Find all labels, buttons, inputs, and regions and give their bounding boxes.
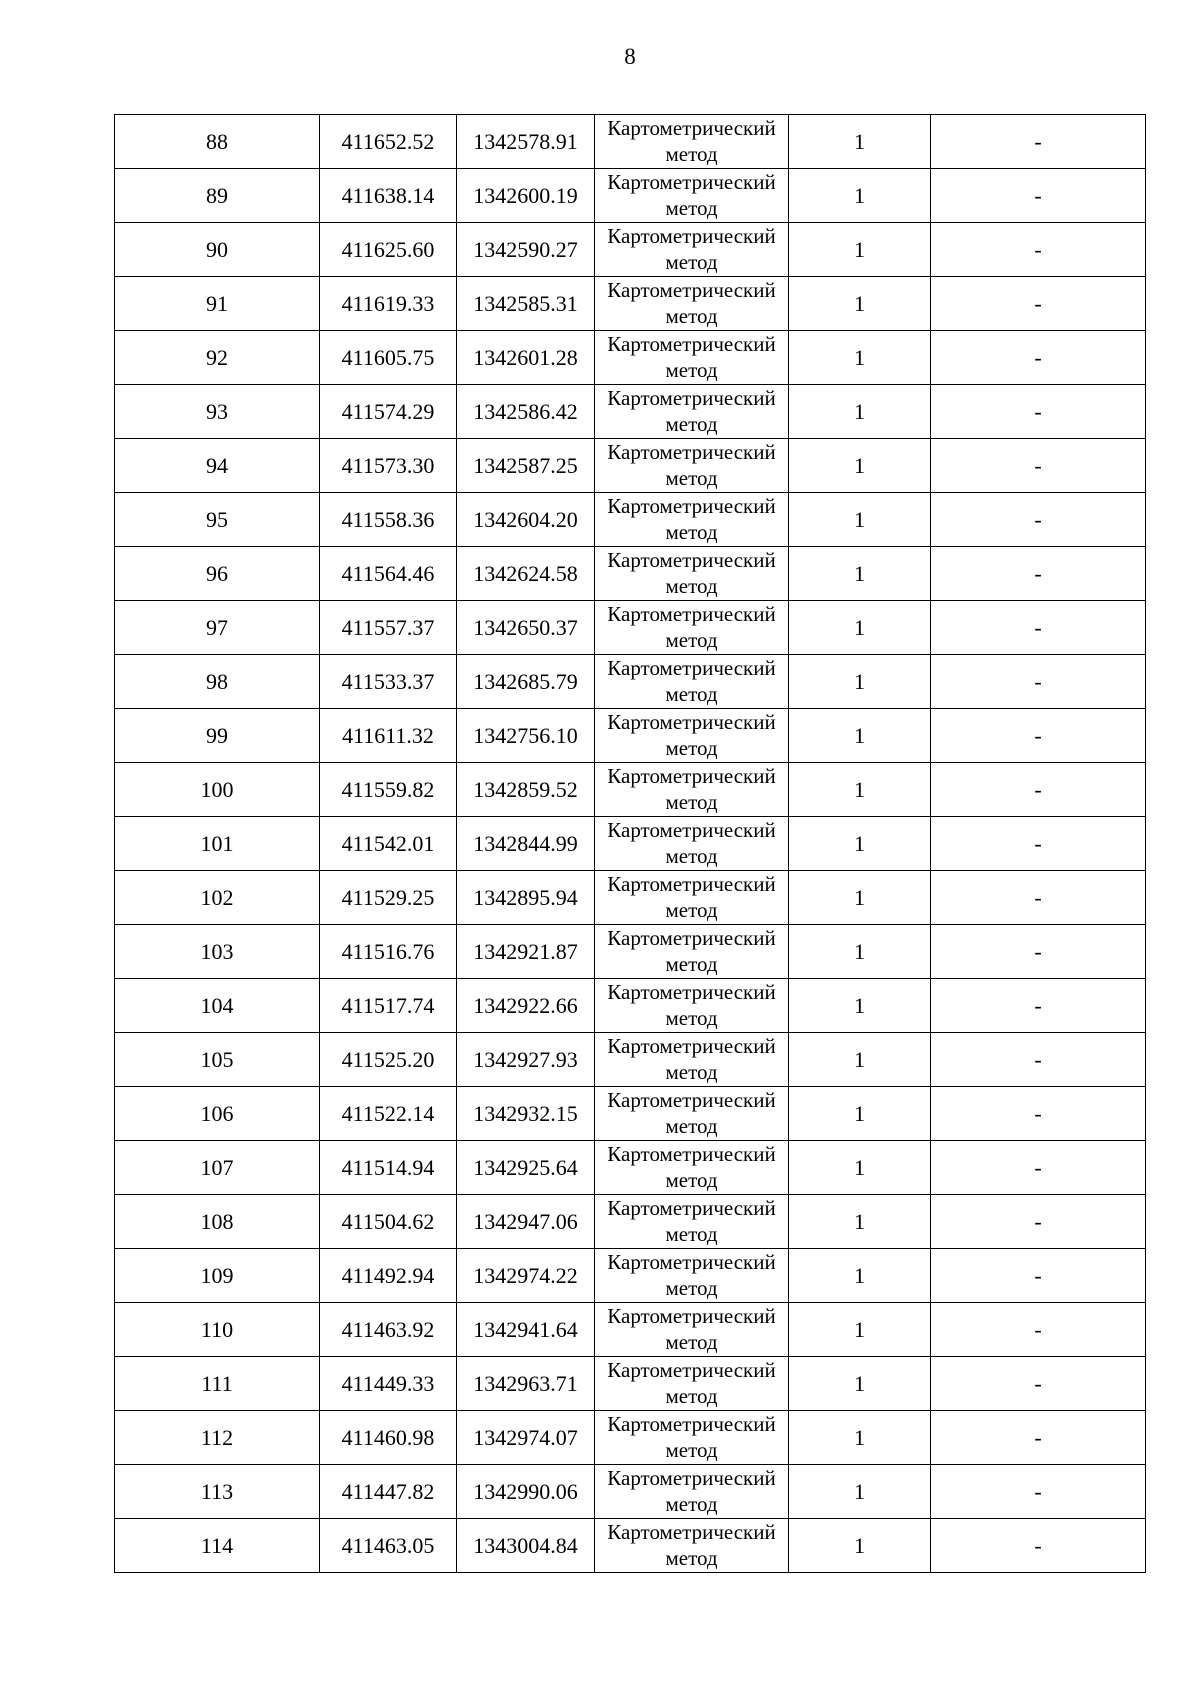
table-row — [115, 1087, 1146, 1141]
method-cell — [595, 1033, 789, 1087]
table-row — [115, 1465, 1146, 1519]
method-cell — [595, 1303, 789, 1357]
method-line-2: метод — [665, 1006, 718, 1030]
method-line-2: метод — [665, 574, 718, 598]
method-cell — [595, 493, 789, 547]
table-row — [115, 115, 1146, 169]
method-cell — [595, 655, 789, 709]
description-cell: - — [931, 1411, 1146, 1465]
x-coordinate-cell: 411625.60 — [320, 223, 457, 277]
accuracy-cell: 1 — [789, 1303, 931, 1357]
method-cell — [595, 115, 789, 169]
description-cell: - — [931, 115, 1146, 169]
method-line-2: метод — [665, 736, 718, 760]
x-coordinate-cell: 411611.32 — [320, 709, 457, 763]
x-coordinate-cell: 411652.52 — [320, 115, 457, 169]
description-cell: - — [931, 817, 1146, 871]
table-row — [115, 1357, 1146, 1411]
method-line-2: метод — [665, 520, 718, 544]
method-line-2: метод — [665, 466, 718, 490]
method-line-1: Картометрический — [607, 764, 776, 788]
method-line-2: метод — [665, 250, 718, 274]
table-row — [115, 1249, 1146, 1303]
y-coordinate-cell: 1342604.20 — [457, 493, 595, 547]
x-coordinate-cell: 411460.98 — [320, 1411, 457, 1465]
method-cell — [595, 817, 789, 871]
y-coordinate-cell: 1342990.06 — [457, 1465, 595, 1519]
method-line-1: Картометрический — [607, 1142, 776, 1166]
method-line-2: метод — [665, 196, 718, 220]
point-number-cell: 112 — [115, 1411, 320, 1465]
description-cell: - — [931, 1033, 1146, 1087]
method-line-2: метод — [665, 1330, 718, 1354]
description-cell: - — [931, 655, 1146, 709]
accuracy-cell: 1 — [789, 1195, 931, 1249]
method-line-2: метод — [665, 844, 718, 868]
point-number-cell: 93 — [115, 385, 320, 439]
method-line-1: Картометрический — [607, 980, 776, 1004]
method-cell — [595, 1195, 789, 1249]
x-coordinate-cell: 411574.29 — [320, 385, 457, 439]
point-number-cell: 91 — [115, 277, 320, 331]
method-line-1: Картометрический — [607, 1520, 776, 1544]
method-cell — [595, 1249, 789, 1303]
method-cell — [595, 871, 789, 925]
method-line-1: Картометрический — [607, 710, 776, 734]
table-row — [115, 925, 1146, 979]
method-line-2: метод — [665, 790, 718, 814]
method-cell — [595, 1357, 789, 1411]
accuracy-cell: 1 — [789, 169, 931, 223]
point-number-cell: 89 — [115, 169, 320, 223]
method-line-2: метод — [665, 358, 718, 382]
method-line-2: метод — [665, 952, 718, 976]
table-row — [115, 223, 1146, 277]
method-line-1: Картометрический — [607, 1466, 776, 1490]
x-coordinate-cell: 411605.75 — [320, 331, 457, 385]
y-coordinate-cell: 1342859.52 — [457, 763, 595, 817]
method-line-1: Картометрический — [607, 116, 776, 140]
point-number-cell: 111 — [115, 1357, 320, 1411]
table-row — [115, 493, 1146, 547]
description-cell: - — [931, 169, 1146, 223]
method-line-1: Картометрический — [607, 818, 776, 842]
method-cell — [595, 331, 789, 385]
x-coordinate-cell: 411559.82 — [320, 763, 457, 817]
table-row — [115, 385, 1146, 439]
x-coordinate-cell: 411573.30 — [320, 439, 457, 493]
point-number-cell: 113 — [115, 1465, 320, 1519]
x-coordinate-cell: 411619.33 — [320, 277, 457, 331]
y-coordinate-cell: 1342590.27 — [457, 223, 595, 277]
x-coordinate-cell: 411525.20 — [320, 1033, 457, 1087]
description-cell: - — [931, 1195, 1146, 1249]
y-coordinate-cell: 1342974.22 — [457, 1249, 595, 1303]
method-line-2: метод — [665, 628, 718, 652]
accuracy-cell: 1 — [789, 1249, 931, 1303]
accuracy-cell: 1 — [789, 277, 931, 331]
x-coordinate-cell: 411463.92 — [320, 1303, 457, 1357]
method-line-2: метод — [665, 304, 718, 328]
x-coordinate-cell: 411522.14 — [320, 1087, 457, 1141]
accuracy-cell: 1 — [789, 1519, 931, 1573]
method-line-2: метод — [665, 1222, 718, 1246]
description-cell: - — [931, 601, 1146, 655]
y-coordinate-cell: 1342922.66 — [457, 979, 595, 1033]
method-line-1: Картометрический — [607, 278, 776, 302]
accuracy-cell: 1 — [789, 709, 931, 763]
y-coordinate-cell: 1342844.99 — [457, 817, 595, 871]
y-coordinate-cell: 1342586.42 — [457, 385, 595, 439]
table-row — [115, 1195, 1146, 1249]
accuracy-cell: 1 — [789, 1141, 931, 1195]
method-cell — [595, 439, 789, 493]
method-line-1: Картометрический — [607, 1358, 776, 1382]
accuracy-cell: 1 — [789, 1411, 931, 1465]
method-line-2: метод — [665, 682, 718, 706]
method-cell — [595, 979, 789, 1033]
accuracy-cell: 1 — [789, 655, 931, 709]
point-number-cell: 107 — [115, 1141, 320, 1195]
method-line-2: метод — [665, 1492, 718, 1516]
accuracy-cell: 1 — [789, 817, 931, 871]
method-line-2: метод — [665, 1438, 718, 1462]
method-line-1: Картометрический — [607, 224, 776, 248]
method-cell — [595, 547, 789, 601]
y-coordinate-cell: 1342932.15 — [457, 1087, 595, 1141]
x-coordinate-cell: 411542.01 — [320, 817, 457, 871]
accuracy-cell: 1 — [789, 1087, 931, 1141]
method-line-1: Картометрический — [607, 872, 776, 896]
method-line-1: Картометрический — [607, 602, 776, 626]
description-cell: - — [931, 331, 1146, 385]
method-line-1: Картометрический — [607, 1088, 776, 1112]
method-cell — [595, 1465, 789, 1519]
point-number-cell: 103 — [115, 925, 320, 979]
y-coordinate-cell: 1342974.07 — [457, 1411, 595, 1465]
description-cell: - — [931, 871, 1146, 925]
point-number-cell: 105 — [115, 1033, 320, 1087]
accuracy-cell: 1 — [789, 1465, 931, 1519]
method-line-2: метод — [665, 1168, 718, 1192]
page-number: 8 — [624, 44, 636, 69]
accuracy-cell: 1 — [789, 925, 931, 979]
y-coordinate-cell: 1342927.93 — [457, 1033, 595, 1087]
description-cell: - — [931, 493, 1146, 547]
description-cell: - — [931, 277, 1146, 331]
x-coordinate-cell: 411564.46 — [320, 547, 457, 601]
x-coordinate-cell: 411492.94 — [320, 1249, 457, 1303]
table-body — [115, 115, 1146, 1573]
y-coordinate-cell: 1342587.25 — [457, 439, 595, 493]
description-cell: - — [931, 385, 1146, 439]
description-cell: - — [931, 1519, 1146, 1573]
method-cell — [595, 763, 789, 817]
method-cell — [595, 925, 789, 979]
accuracy-cell: 1 — [789, 763, 931, 817]
point-number-cell: 102 — [115, 871, 320, 925]
table-row — [115, 1303, 1146, 1357]
description-cell: - — [931, 547, 1146, 601]
y-coordinate-cell: 1342963.71 — [457, 1357, 595, 1411]
table-row — [115, 979, 1146, 1033]
accuracy-cell: 1 — [789, 979, 931, 1033]
method-line-1: Картометрический — [607, 332, 776, 356]
point-number-cell: 95 — [115, 493, 320, 547]
x-coordinate-cell: 411449.33 — [320, 1357, 457, 1411]
method-line-1: Картометрический — [607, 1412, 776, 1436]
point-number-cell: 101 — [115, 817, 320, 871]
y-coordinate-cell: 1342756.10 — [457, 709, 595, 763]
point-number-cell: 114 — [115, 1519, 320, 1573]
point-number-cell: 109 — [115, 1249, 320, 1303]
method-line-1: Картометрический — [607, 1034, 776, 1058]
method-line-1: Картометрический — [607, 656, 776, 680]
table-row — [115, 1141, 1146, 1195]
x-coordinate-cell: 411463.05 — [320, 1519, 457, 1573]
y-coordinate-cell: 1342925.64 — [457, 1141, 595, 1195]
method-line-2: метод — [665, 898, 718, 922]
x-coordinate-cell: 411533.37 — [320, 655, 457, 709]
method-line-1: Картометрический — [607, 170, 776, 194]
description-cell: - — [931, 439, 1146, 493]
table-row — [115, 871, 1146, 925]
table-row — [115, 1033, 1146, 1087]
method-cell — [595, 385, 789, 439]
point-number-cell: 100 — [115, 763, 320, 817]
point-number-cell: 90 — [115, 223, 320, 277]
y-coordinate-cell: 1342624.58 — [457, 547, 595, 601]
point-number-cell: 96 — [115, 547, 320, 601]
y-coordinate-cell: 1343004.84 — [457, 1519, 595, 1573]
method-line-2: метод — [665, 1114, 718, 1138]
table-row — [115, 169, 1146, 223]
coordinates-table — [114, 114, 1146, 1573]
point-number-cell: 97 — [115, 601, 320, 655]
description-cell: - — [931, 1357, 1146, 1411]
point-number-cell: 92 — [115, 331, 320, 385]
point-number-cell: 106 — [115, 1087, 320, 1141]
table-row — [115, 1411, 1146, 1465]
method-line-1: Картометрический — [607, 548, 776, 572]
description-cell: - — [931, 223, 1146, 277]
table-row — [115, 439, 1146, 493]
accuracy-cell: 1 — [789, 871, 931, 925]
table-row — [115, 1519, 1146, 1573]
y-coordinate-cell: 1342578.91 — [457, 115, 595, 169]
x-coordinate-cell: 411517.74 — [320, 979, 457, 1033]
method-line-1: Картометрический — [607, 1196, 776, 1220]
description-cell: - — [931, 1303, 1146, 1357]
method-line-1: Картометрический — [607, 1304, 776, 1328]
point-number-cell: 94 — [115, 439, 320, 493]
description-cell: - — [931, 1249, 1146, 1303]
y-coordinate-cell: 1342947.06 — [457, 1195, 595, 1249]
method-line-1: Картометрический — [607, 494, 776, 518]
method-line-1: Картометрический — [607, 386, 776, 410]
y-coordinate-cell: 1342941.64 — [457, 1303, 595, 1357]
method-line-2: метод — [665, 1546, 718, 1570]
description-cell: - — [931, 1465, 1146, 1519]
description-cell: - — [931, 1087, 1146, 1141]
accuracy-cell: 1 — [789, 601, 931, 655]
y-coordinate-cell: 1342921.87 — [457, 925, 595, 979]
y-coordinate-cell: 1342600.19 — [457, 169, 595, 223]
accuracy-cell: 1 — [789, 547, 931, 601]
accuracy-cell: 1 — [789, 331, 931, 385]
y-coordinate-cell: 1342601.28 — [457, 331, 595, 385]
x-coordinate-cell: 411516.76 — [320, 925, 457, 979]
table-row — [115, 817, 1146, 871]
x-coordinate-cell: 411529.25 — [320, 871, 457, 925]
method-cell — [595, 709, 789, 763]
accuracy-cell: 1 — [789, 1033, 931, 1087]
x-coordinate-cell: 411504.62 — [320, 1195, 457, 1249]
method-line-1: Картометрический — [607, 926, 776, 950]
y-coordinate-cell: 1342585.31 — [457, 277, 595, 331]
method-line-2: метод — [665, 1276, 718, 1300]
y-coordinate-cell: 1342650.37 — [457, 601, 595, 655]
method-cell — [595, 169, 789, 223]
table-row — [115, 331, 1146, 385]
point-number-cell: 88 — [115, 115, 320, 169]
method-line-2: метод — [665, 412, 718, 436]
description-cell: - — [931, 763, 1146, 817]
method-cell — [595, 223, 789, 277]
accuracy-cell: 1 — [789, 385, 931, 439]
x-coordinate-cell: 411638.14 — [320, 169, 457, 223]
method-line-1: Картометрический — [607, 1250, 776, 1274]
method-cell — [595, 601, 789, 655]
method-line-1: Картометрический — [607, 440, 776, 464]
x-coordinate-cell: 411558.36 — [320, 493, 457, 547]
table-row — [115, 277, 1146, 331]
accuracy-cell: 1 — [789, 493, 931, 547]
table-row — [115, 763, 1146, 817]
table-row — [115, 655, 1146, 709]
description-cell: - — [931, 1141, 1146, 1195]
method-cell — [595, 1087, 789, 1141]
x-coordinate-cell: 411447.82 — [320, 1465, 457, 1519]
point-number-cell: 108 — [115, 1195, 320, 1249]
method-line-2: метод — [665, 1060, 718, 1084]
accuracy-cell: 1 — [789, 115, 931, 169]
method-cell — [595, 1519, 789, 1573]
method-cell — [595, 1141, 789, 1195]
y-coordinate-cell: 1342895.94 — [457, 871, 595, 925]
accuracy-cell: 1 — [789, 1357, 931, 1411]
description-cell: - — [931, 925, 1146, 979]
x-coordinate-cell: 411514.94 — [320, 1141, 457, 1195]
y-coordinate-cell: 1342685.79 — [457, 655, 595, 709]
method-line-2: метод — [665, 1384, 718, 1408]
description-cell: - — [931, 979, 1146, 1033]
table-row — [115, 709, 1146, 763]
method-line-2: метод — [665, 142, 718, 166]
accuracy-cell: 1 — [789, 223, 931, 277]
table-row — [115, 601, 1146, 655]
table-row — [115, 547, 1146, 601]
x-coordinate-cell: 411557.37 — [320, 601, 457, 655]
description-cell: - — [931, 709, 1146, 763]
method-cell — [595, 277, 789, 331]
accuracy-cell: 1 — [789, 439, 931, 493]
point-number-cell: 98 — [115, 655, 320, 709]
point-number-cell: 99 — [115, 709, 320, 763]
method-cell — [595, 1411, 789, 1465]
point-number-cell: 110 — [115, 1303, 320, 1357]
point-number-cell: 104 — [115, 979, 320, 1033]
